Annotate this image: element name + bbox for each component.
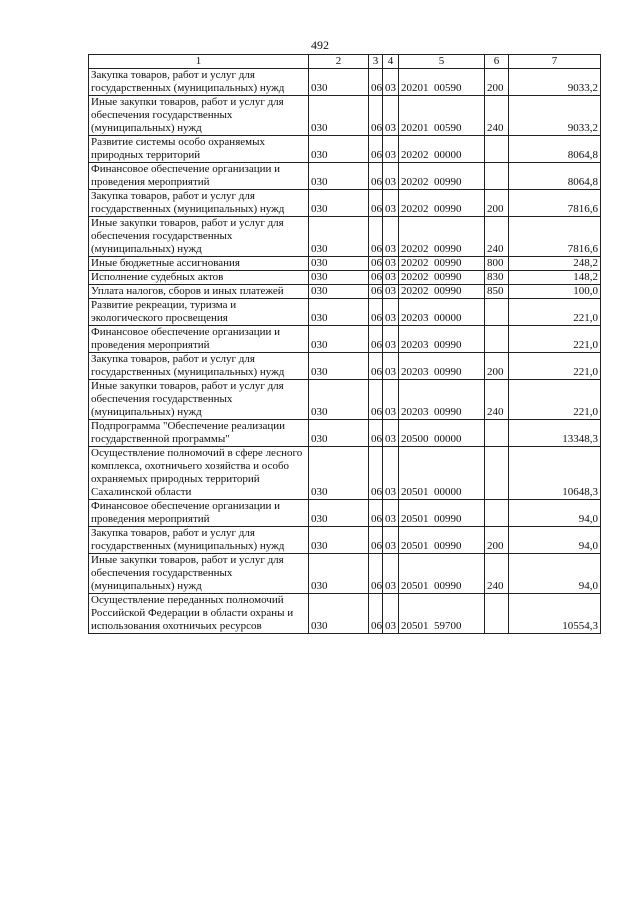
- row-col5-cell: 20203 00990: [399, 380, 485, 420]
- row-col3-cell: 06: [369, 257, 383, 271]
- row-col6-cell: [485, 299, 509, 326]
- row-name-cell: Иные закупки товаров, работ и услуг для обеспечения государственных (муниципальных) нужд: [89, 217, 309, 257]
- row-name-cell: Иные закупки товаров, работ и услуг для обеспечения государственных (муниципальных) нужд: [89, 554, 309, 594]
- row-col7-cell: 7816,6: [509, 190, 601, 217]
- table-row: [89, 380, 601, 420]
- row-col6-cell: [485, 594, 509, 634]
- table-body: [89, 69, 601, 634]
- row-col6-cell: [485, 163, 509, 190]
- row-col6-cell: 800: [485, 257, 509, 271]
- row-col3-cell: 06: [369, 69, 383, 96]
- row-col2-cell: 030: [309, 299, 369, 326]
- row-col3-cell: 06: [369, 285, 383, 299]
- row-name-cell: Исполнение судебных актов: [89, 271, 309, 285]
- row-name-cell: Закупка товаров, работ и услуг для государственных (муниципальных) нужд: [89, 190, 309, 217]
- row-col2-cell: 030: [309, 69, 369, 96]
- row-col3-cell: 06: [369, 271, 383, 285]
- row-col6-cell: [485, 326, 509, 353]
- row-col2-cell: 030: [309, 420, 369, 447]
- row-name-cell: Финансовое обеспечение организации и проведения мероприятий: [89, 500, 309, 527]
- table-row: [89, 69, 601, 96]
- row-col4-cell: 03: [383, 420, 399, 447]
- row-col5-cell: 20202 00990: [399, 163, 485, 190]
- row-col3-cell: 06: [369, 96, 383, 136]
- row-col7-cell: 221,0: [509, 380, 601, 420]
- row-col7-cell: 9033,2: [509, 96, 601, 136]
- row-col5-cell: 20501 59700: [399, 594, 485, 634]
- row-col7-cell: 10554,3: [509, 594, 601, 634]
- row-col5-cell: 20501 00990: [399, 527, 485, 554]
- row-col3-cell: 06: [369, 326, 383, 353]
- row-col4-cell: 03: [383, 353, 399, 380]
- row-name-cell: Развитие рекреации, туризма и экологического просвещения: [89, 299, 309, 326]
- column-header: 7: [509, 55, 601, 69]
- table-row: [89, 326, 601, 353]
- row-col2-cell: 030: [309, 271, 369, 285]
- row-col7-cell: 94,0: [509, 500, 601, 527]
- row-col4-cell: 03: [383, 285, 399, 299]
- row-col7-cell: 221,0: [509, 353, 601, 380]
- column-header: 6: [485, 55, 509, 69]
- row-col3-cell: 06: [369, 554, 383, 594]
- header-row: [89, 55, 601, 69]
- table-row: [89, 527, 601, 554]
- row-col2-cell: 030: [309, 527, 369, 554]
- row-col6-cell: [485, 136, 509, 163]
- table-row: [89, 554, 601, 594]
- row-col3-cell: 06: [369, 594, 383, 634]
- row-col7-cell: 10648,3: [509, 447, 601, 500]
- row-col3-cell: 06: [369, 299, 383, 326]
- row-col7-cell: 248,2: [509, 257, 601, 271]
- row-col4-cell: 03: [383, 380, 399, 420]
- row-col3-cell: 06: [369, 500, 383, 527]
- row-col2-cell: 030: [309, 353, 369, 380]
- row-col5-cell: 20500 00000: [399, 420, 485, 447]
- row-col6-cell: 200: [485, 69, 509, 96]
- table-row: [89, 136, 601, 163]
- row-col4-cell: 03: [383, 299, 399, 326]
- row-col5-cell: 20501 00990: [399, 500, 485, 527]
- row-name-cell: Иные закупки товаров, работ и услуг для обеспечения государственных (муниципальных) нужд: [89, 380, 309, 420]
- table-row: [89, 447, 601, 500]
- row-col4-cell: 03: [383, 326, 399, 353]
- row-col6-cell: 850: [485, 285, 509, 299]
- row-name-cell: Финансовое обеспечение организации и проведения мероприятий: [89, 163, 309, 190]
- row-col6-cell: [485, 500, 509, 527]
- row-name-cell: Подпрограмма "Обеспечение реализации государственной программы": [89, 420, 309, 447]
- row-col3-cell: 06: [369, 527, 383, 554]
- row-col5-cell: 20202 00000: [399, 136, 485, 163]
- row-col3-cell: 06: [369, 136, 383, 163]
- row-col5-cell: 20501 00000: [399, 447, 485, 500]
- column-header: 1: [89, 55, 309, 69]
- table-row: [89, 353, 601, 380]
- column-header: 4: [383, 55, 399, 69]
- row-col7-cell: 100,0: [509, 285, 601, 299]
- row-col3-cell: 06: [369, 190, 383, 217]
- row-col2-cell: 030: [309, 96, 369, 136]
- table-row: [89, 190, 601, 217]
- budget-table: [88, 54, 601, 634]
- row-col5-cell: 20203 00000: [399, 299, 485, 326]
- column-header: 2: [309, 55, 369, 69]
- row-col5-cell: 20202 00990: [399, 190, 485, 217]
- row-col2-cell: 030: [309, 594, 369, 634]
- row-col5-cell: 20501 00990: [399, 554, 485, 594]
- row-col4-cell: 03: [383, 257, 399, 271]
- table-row: [89, 500, 601, 527]
- row-col6-cell: 200: [485, 190, 509, 217]
- row-name-cell: Иные закупки товаров, работ и услуг для обеспечения государственных (муниципальных) нужд: [89, 96, 309, 136]
- table-row: [89, 285, 601, 299]
- row-col6-cell: [485, 447, 509, 500]
- row-col5-cell: 20201 00590: [399, 96, 485, 136]
- row-col3-cell: 06: [369, 163, 383, 190]
- table-row: [89, 163, 601, 190]
- row-name-cell: Иные бюджетные ассигнования: [89, 257, 309, 271]
- row-col6-cell: 200: [485, 353, 509, 380]
- page-number: 492: [311, 38, 329, 52]
- row-col6-cell: 240: [485, 96, 509, 136]
- row-col2-cell: 030: [309, 500, 369, 527]
- row-col2-cell: 030: [309, 447, 369, 500]
- row-name-cell: Развитие системы особо охраняемых природных территорий: [89, 136, 309, 163]
- row-col7-cell: 8064,8: [509, 163, 601, 190]
- row-col4-cell: 03: [383, 527, 399, 554]
- row-col5-cell: 20203 00990: [399, 326, 485, 353]
- row-name-cell: Уплата налогов, сборов и иных платежей: [89, 285, 309, 299]
- column-header: 5: [399, 55, 485, 69]
- row-col7-cell: 148,2: [509, 271, 601, 285]
- row-col7-cell: 8064,8: [509, 136, 601, 163]
- row-col7-cell: 221,0: [509, 299, 601, 326]
- row-col2-cell: 030: [309, 257, 369, 271]
- table-row: [89, 420, 601, 447]
- row-col3-cell: 06: [369, 217, 383, 257]
- row-col2-cell: 030: [309, 285, 369, 299]
- row-col6-cell: [485, 420, 509, 447]
- row-col2-cell: 030: [309, 326, 369, 353]
- row-col4-cell: 03: [383, 69, 399, 96]
- row-col4-cell: 03: [383, 554, 399, 594]
- row-col3-cell: 06: [369, 353, 383, 380]
- row-col4-cell: 03: [383, 271, 399, 285]
- row-col4-cell: 03: [383, 500, 399, 527]
- row-col6-cell: 200: [485, 527, 509, 554]
- row-col5-cell: 20203 00990: [399, 353, 485, 380]
- row-col5-cell: 20202 00990: [399, 271, 485, 285]
- row-name-cell: Закупка товаров, работ и услуг для государственных (муниципальных) нужд: [89, 527, 309, 554]
- row-col5-cell: 20201 00590: [399, 69, 485, 96]
- row-col4-cell: 03: [383, 96, 399, 136]
- row-col4-cell: 03: [383, 594, 399, 634]
- row-col7-cell: 94,0: [509, 554, 601, 594]
- row-col6-cell: 830: [485, 271, 509, 285]
- row-col2-cell: 030: [309, 217, 369, 257]
- row-col7-cell: 221,0: [509, 326, 601, 353]
- row-col7-cell: 13348,3: [509, 420, 601, 447]
- row-col3-cell: 06: [369, 380, 383, 420]
- row-col3-cell: 06: [369, 447, 383, 500]
- row-name-cell: Закупка товаров, работ и услуг для государственных (муниципальных) нужд: [89, 69, 309, 96]
- table-row: [89, 217, 601, 257]
- row-col4-cell: 03: [383, 447, 399, 500]
- table-row: [89, 96, 601, 136]
- table-row: [89, 257, 601, 271]
- row-col6-cell: 240: [485, 554, 509, 594]
- row-col4-cell: 03: [383, 136, 399, 163]
- row-col4-cell: 03: [383, 163, 399, 190]
- row-name-cell: Осуществление полномочий в сфере лесного комплекса, охотничьего хозяйства и особо охраняемых природных территорий Сахалинской области: [89, 447, 309, 500]
- row-col2-cell: 030: [309, 136, 369, 163]
- row-col3-cell: 06: [369, 420, 383, 447]
- row-col2-cell: 030: [309, 380, 369, 420]
- row-name-cell: Осуществление переданных полномочий Российской Федерации в области охраны и использования охотничьих ресурсов: [89, 594, 309, 634]
- table-row: [89, 594, 601, 634]
- row-col7-cell: 7816,6: [509, 217, 601, 257]
- row-col6-cell: 240: [485, 217, 509, 257]
- row-col5-cell: 20202 00990: [399, 217, 485, 257]
- row-col4-cell: 03: [383, 217, 399, 257]
- row-col4-cell: 03: [383, 190, 399, 217]
- row-name-cell: Финансовое обеспечение организации и проведения мероприятий: [89, 326, 309, 353]
- row-col2-cell: 030: [309, 190, 369, 217]
- row-col5-cell: 20202 00990: [399, 285, 485, 299]
- table-row: [89, 271, 601, 285]
- row-col2-cell: 030: [309, 554, 369, 594]
- row-col7-cell: 94,0: [509, 527, 601, 554]
- row-col2-cell: 030: [309, 163, 369, 190]
- row-name-cell: Закупка товаров, работ и услуг для государственных (муниципальных) нужд: [89, 353, 309, 380]
- row-col5-cell: 20202 00990: [399, 257, 485, 271]
- table-row: [89, 299, 601, 326]
- row-col7-cell: 9033,2: [509, 69, 601, 96]
- row-col6-cell: 240: [485, 380, 509, 420]
- column-header: 3: [369, 55, 383, 69]
